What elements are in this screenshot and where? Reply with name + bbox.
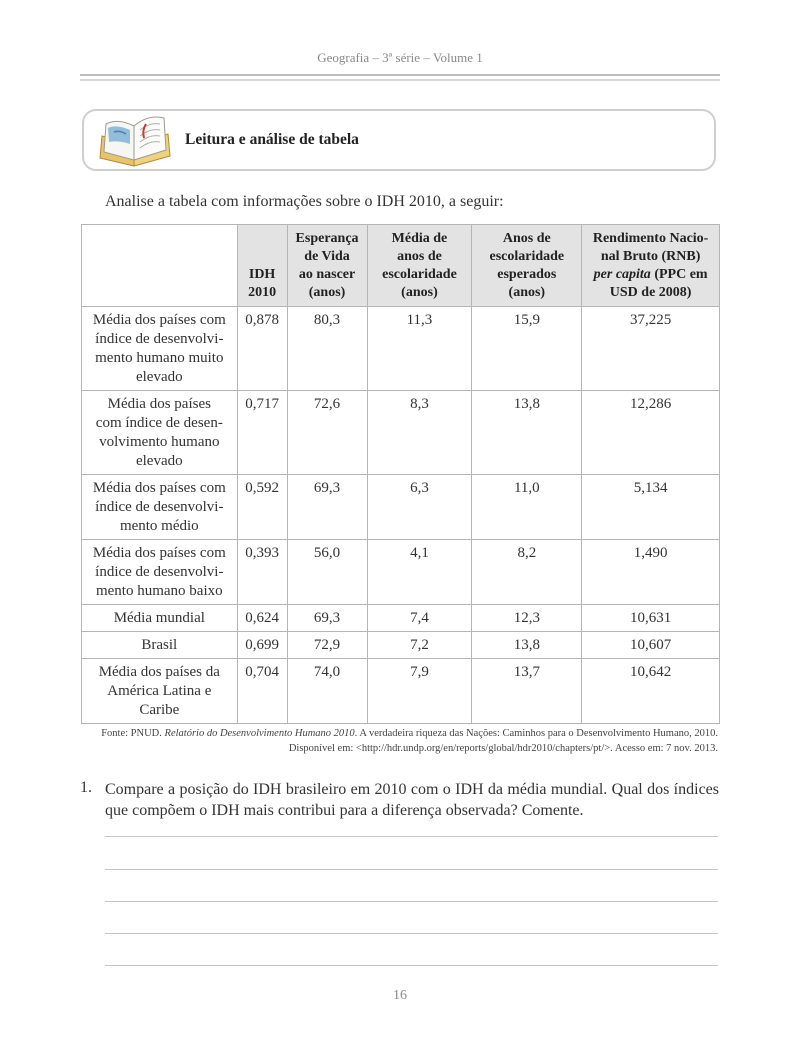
table-row xyxy=(82,475,720,540)
cell-life-expectancy: 80,3 xyxy=(287,307,367,391)
cell-mean-schooling: 8,3 xyxy=(367,391,472,475)
cell-life-expectancy: 69,3 xyxy=(287,605,367,632)
answer-line[interactable] xyxy=(105,901,718,902)
header-life-expectancy: Esperança de Vida ao nascer (anos) xyxy=(287,225,367,307)
cell-mean-schooling: 11,3 xyxy=(367,307,472,391)
cell-expected-schooling: 11,0 xyxy=(472,475,582,540)
header-rule-secondary xyxy=(80,79,720,81)
row-label: Média dos países da América Latina e Caribe xyxy=(82,659,238,724)
cell-life-expectancy: 74,0 xyxy=(287,659,367,724)
cell-mean-schooling: 6,3 xyxy=(367,475,472,540)
row-label: Média dos países com índice de desenvolvi- mento humano muito elevado xyxy=(82,307,238,391)
source-title: Relatório do Desenvolvimento Humano 2010 xyxy=(164,728,355,739)
source-url-line: Disponível em: <http://hdr.undp.org/en/reports/global/hdr2010/chapters/pt/>. Acesso em: 7 nov. 2013. xyxy=(288,743,718,754)
cell-life-expectancy: 56,0 xyxy=(287,540,367,605)
cell-expected-schooling: 15,9 xyxy=(472,307,582,391)
idh-table xyxy=(81,224,720,724)
row-label: Média mundial xyxy=(82,605,238,632)
cell-idh: 0,878 xyxy=(237,307,287,391)
cell-gni: 1,490 xyxy=(582,540,720,605)
table-row xyxy=(82,391,720,475)
cell-expected-schooling: 8,2 xyxy=(472,540,582,605)
table-row xyxy=(82,632,720,659)
cell-life-expectancy: 72,6 xyxy=(287,391,367,475)
table-row xyxy=(82,307,720,391)
table-source: Fonte: PNUD. Relatório do Desenvolvimento Humano 2010. A verdadeira riqueza das Nações: Caminhos para o Desenvolvimento Humano, 2010. Disponível em: <http://hdr.undp.org/en/reports/global/hdr2010/chapters/pt/>. Acesso em: 7 nov. 2013. xyxy=(101,728,718,754)
section-title: Leitura e análise de tabela xyxy=(185,131,359,148)
row-label: Brasil xyxy=(82,632,238,659)
cell-idh: 0,624 xyxy=(237,605,287,632)
cell-idh: 0,592 xyxy=(237,475,287,540)
cell-gni: 5,134 xyxy=(582,475,720,540)
page-number: 16 xyxy=(393,988,407,1003)
row-label: Média dos países com índice de desenvolvi- mento humano baixo xyxy=(82,540,238,605)
cell-expected-schooling: 13,7 xyxy=(472,659,582,724)
answer-line[interactable] xyxy=(105,869,718,870)
section-header-box xyxy=(82,109,716,171)
header-idh: IDH 2010 xyxy=(237,225,287,307)
row-label: Média dos países com índice de desen- volvimento humano elevado xyxy=(82,391,238,475)
open-book-icon xyxy=(96,114,174,170)
cell-expected-schooling: 13,8 xyxy=(472,391,582,475)
header-expected-schooling: Anos de escolaridade esperados (anos) xyxy=(472,225,582,307)
table-row xyxy=(82,659,720,724)
answer-line[interactable] xyxy=(105,836,718,837)
answer-line[interactable] xyxy=(105,965,718,966)
question-text: Compare a posição do IDH brasileiro em 2010 com o IDH da média mundial. Qual dos índices que compõem o IDH mais contribui para a diferença observada? Comente. xyxy=(105,781,719,819)
cell-gni: 37,225 xyxy=(582,307,720,391)
table-header-row xyxy=(82,225,720,307)
running-head: Geografia – 3ª série – Volume 1 xyxy=(317,50,483,65)
cell-expected-schooling: 13,8 xyxy=(472,632,582,659)
cell-gni: 12,286 xyxy=(582,391,720,475)
header-gni: Rendimento Nacio- nal Bruto (RNB) per capita (PPC em USD de 2008) xyxy=(582,225,720,307)
row-label: Média dos países com índice de desenvolvi- mento médio xyxy=(82,475,238,540)
header-blank-cell xyxy=(82,225,238,307)
cell-idh: 0,704 xyxy=(237,659,287,724)
table-row xyxy=(82,540,720,605)
cell-mean-schooling: 7,4 xyxy=(367,605,472,632)
cell-mean-schooling: 7,9 xyxy=(367,659,472,724)
answer-line[interactable] xyxy=(105,933,718,934)
cell-mean-schooling: 7,2 xyxy=(367,632,472,659)
cell-gni: 10,631 xyxy=(582,605,720,632)
cell-idh: 0,717 xyxy=(237,391,287,475)
cell-expected-schooling: 12,3 xyxy=(472,605,582,632)
cell-mean-schooling: 4,1 xyxy=(367,540,472,605)
header-rule xyxy=(80,74,720,76)
table-row xyxy=(82,605,720,632)
cell-gni: 10,642 xyxy=(582,659,720,724)
intro-text: Analise a tabela com informações sobre o IDH 2010, a seguir: xyxy=(105,193,504,210)
header-mean-schooling: Média de anos de escolaridade (anos) xyxy=(367,225,472,307)
cell-idh: 0,699 xyxy=(237,632,287,659)
cell-gni: 10,607 xyxy=(582,632,720,659)
cell-idh: 0,393 xyxy=(237,540,287,605)
cell-life-expectancy: 72,9 xyxy=(287,632,367,659)
question-number: 1. xyxy=(80,779,92,796)
cell-life-expectancy: 69,3 xyxy=(287,475,367,540)
